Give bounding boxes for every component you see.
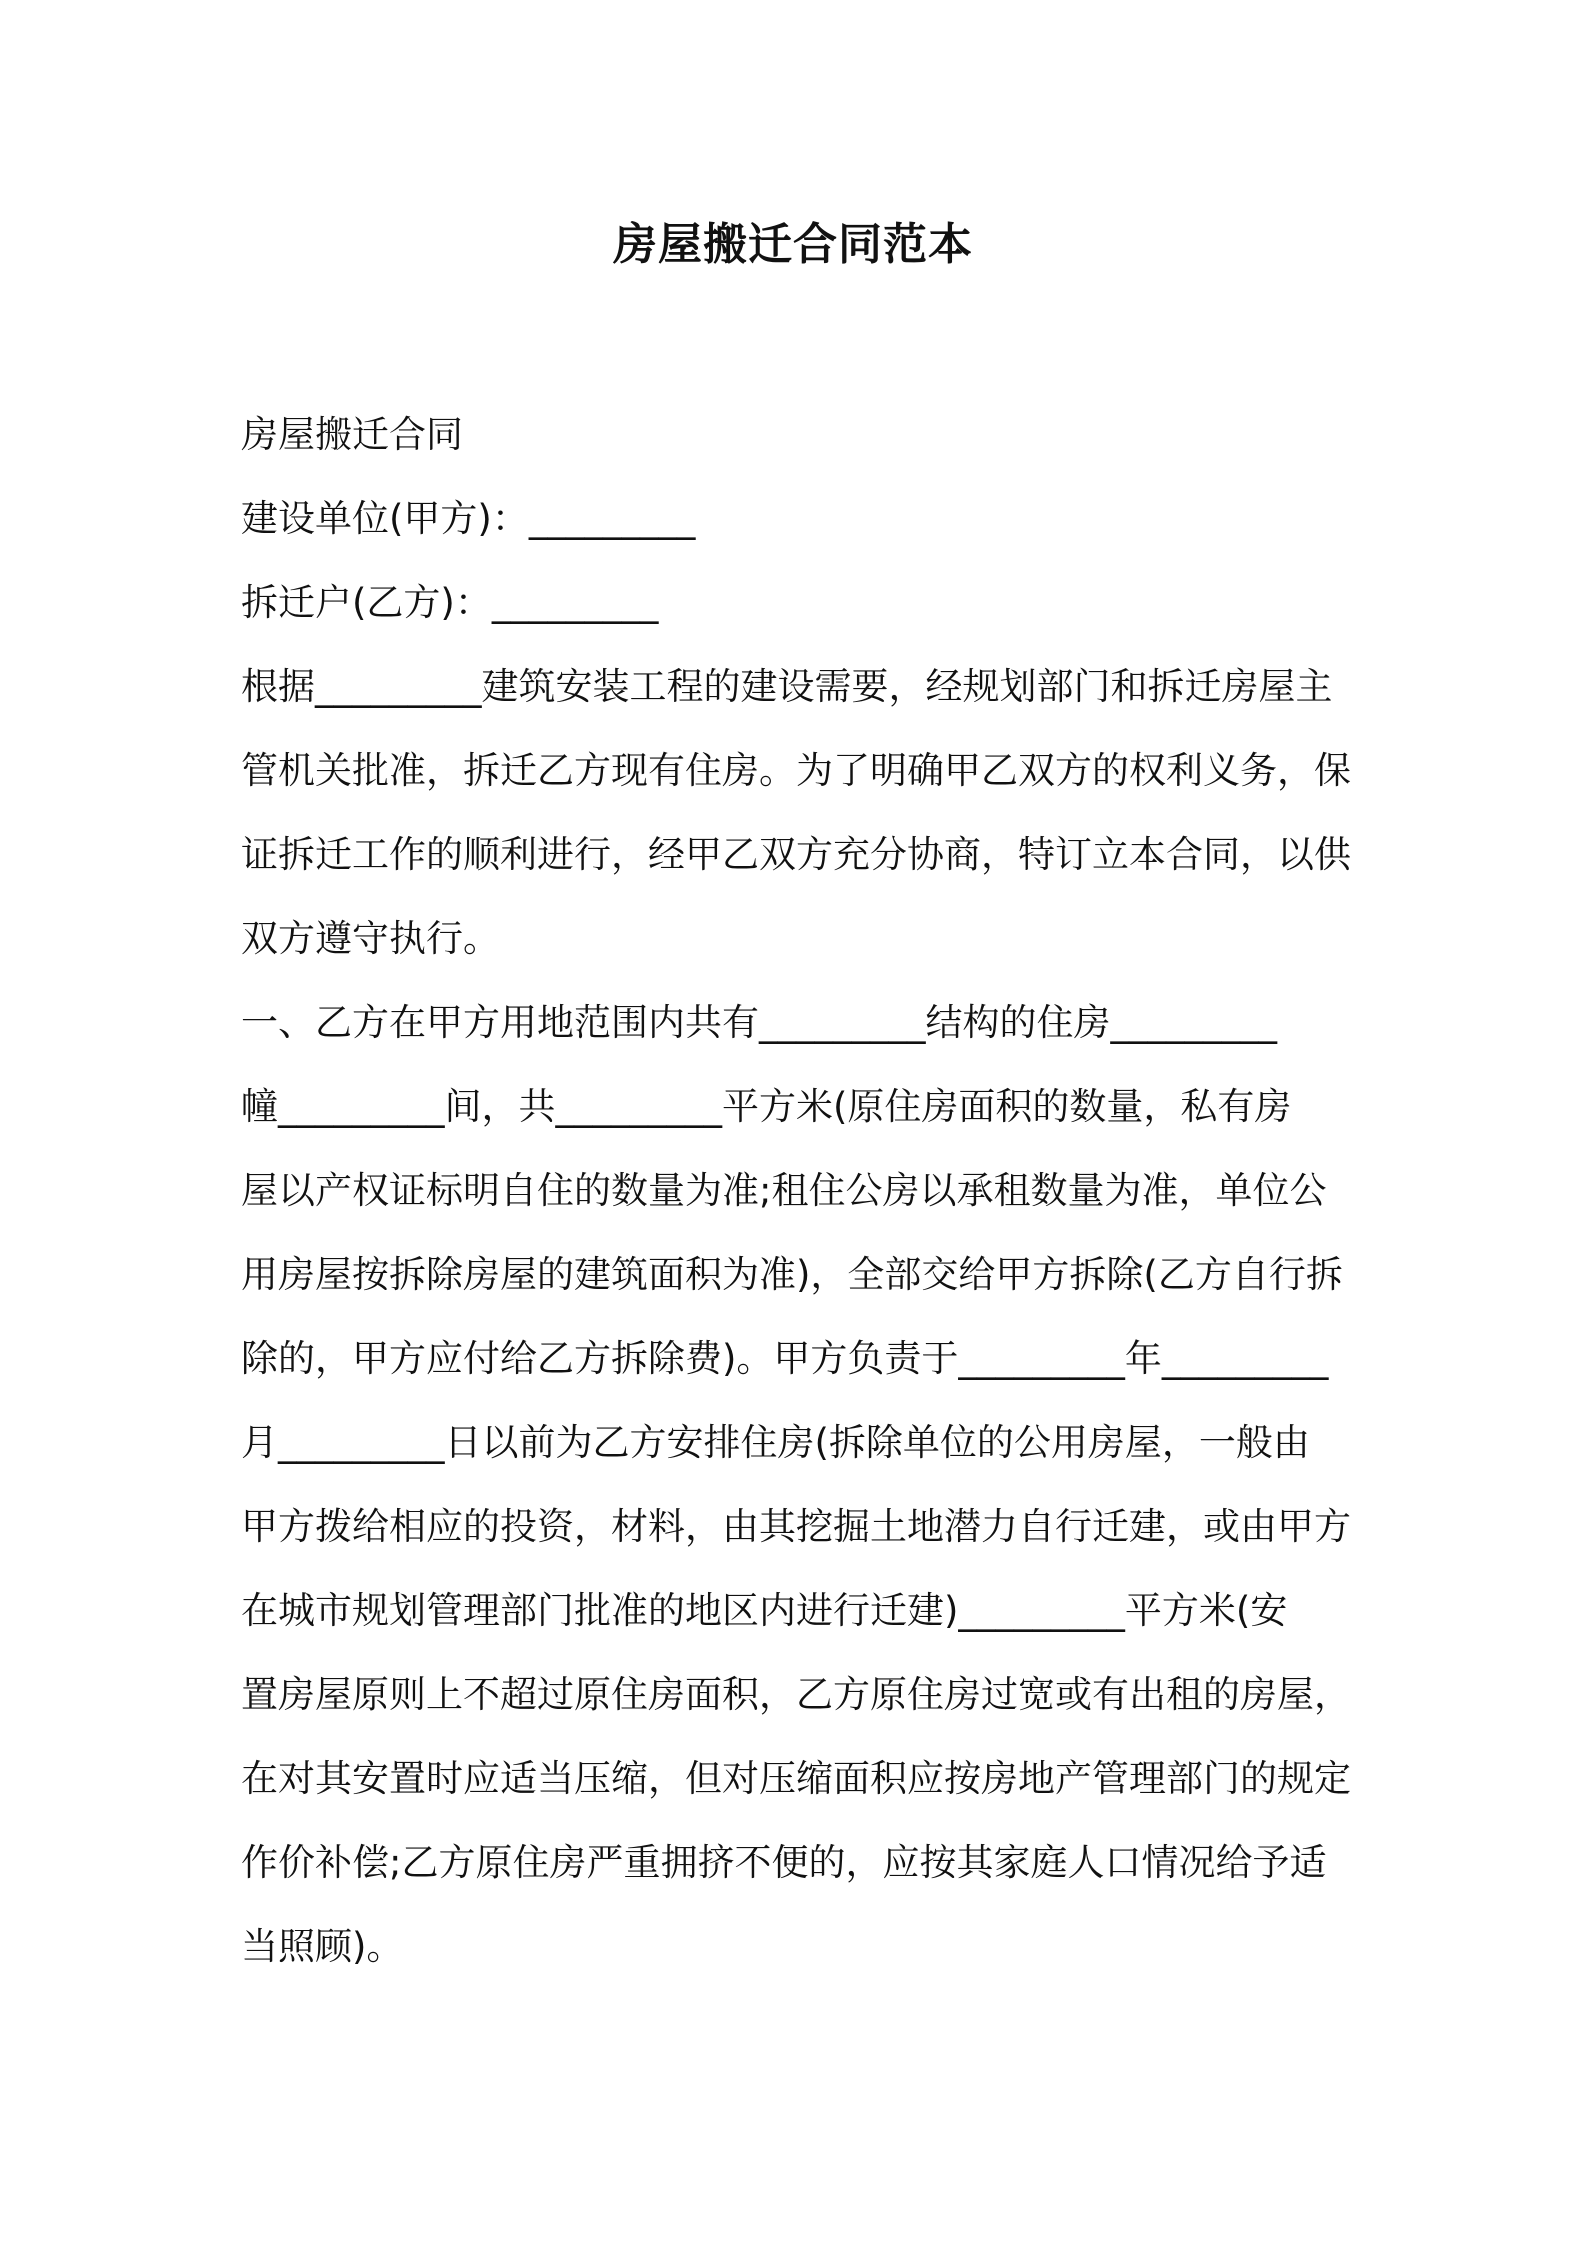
paragraph-line: 双方遵守执行。 [241, 917, 500, 960]
paragraph-line: 除的，甲方应付给乙方拆除费)。甲方负责于_________年_________ [241, 1337, 1329, 1380]
paragraph-line: 一、乙方在甲方用地范围内共有_________结构的住房_________ [241, 1001, 1277, 1044]
contract-heading: 房屋搬迁合同 [241, 413, 463, 456]
page-title: 房屋搬迁合同范本 [613, 219, 973, 270]
paragraph-line: 置房屋原则上不超过原住房面积，乙方原住房过宽或有出租的房屋， [241, 1673, 1351, 1716]
paragraph-line: 月_________日以前为乙方安排住房(拆除单位的公用房屋，一般由 [241, 1421, 1310, 1464]
paragraph-line: 在城市规划管理部门批准的地区内进行迁建)_________平方米(安 [241, 1589, 1288, 1632]
preamble-paragraph [241, 657, 1351, 993]
party-b-field: 拆迁户(乙方)：_________ [241, 581, 659, 624]
clause-1-paragraph [241, 993, 1351, 2001]
paragraph-line: 用房屋按拆除房屋的建筑面积为准)，全部交给甲方拆除(乙方自行拆 [241, 1253, 1343, 1296]
paragraph-line: 甲方拨给相应的投资，材料，由其挖掘土地潜力自行迁建，或由甲方 [241, 1505, 1351, 1548]
paragraph-line: 管机关批准，拆迁乙方现有住房。为了明确甲乙双方的权利义务，保 [241, 749, 1351, 792]
paragraph-line: 幢_________间，共_________平方米(原住房面积的数量，私有房 [241, 1085, 1292, 1128]
paragraph-line: 在对其安置时应适当压缩，但对压缩面积应按房地产管理部门的规定 [241, 1757, 1351, 1800]
paragraph-line: 屋以产权证标明自住的数量为准;租住公房以承租数量为准，单位公 [241, 1169, 1327, 1212]
party-a-field: 建设单位(甲方)：_________ [241, 497, 696, 540]
paragraph-line: 作价补偿;乙方原住房严重拥挤不便的，应按其家庭人口情况给予适 [241, 1841, 1327, 1884]
document-body [241, 405, 1351, 2001]
paragraph-line: 证拆迁工作的顺利进行，经甲乙双方充分协商，特订立本合同，以供 [241, 833, 1351, 876]
paragraph-line: 当照顾)。 [241, 1925, 404, 1968]
paragraph-line: 根据_________建筑安装工程的建设需要，经规划部门和拆迁房屋主 [241, 665, 1333, 708]
